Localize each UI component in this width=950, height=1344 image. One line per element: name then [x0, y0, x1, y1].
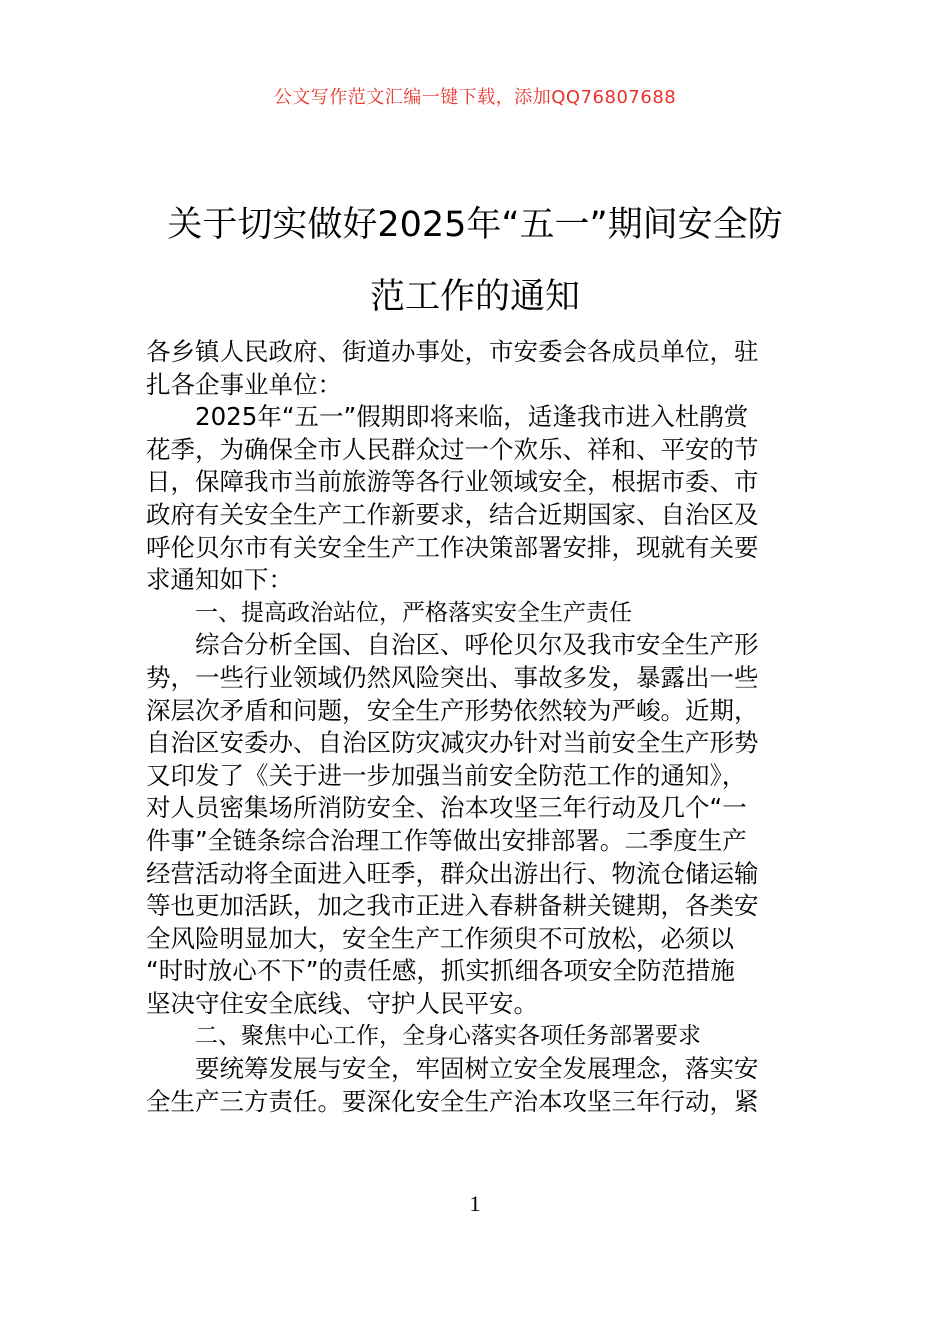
paragraph-line: 对人员密集场所消防安全、治本攻坚三年行动及几个“一 [146, 793, 747, 823]
paragraph-line: 等也更加活跃，加之我市正进入春耕备耕关键期，各类安 [146, 891, 759, 921]
paragraph-line: 花季，为确保全市人民群众过一个欢乐、祥和、平安的节 [146, 434, 759, 464]
watermark-text: 公文写作范文汇编一键下载，添加QQ76807688 [273, 87, 677, 108]
paragraph-line: 坚决守住安全底线、守护人民平安。 [146, 988, 538, 1018]
paragraph-line: 势，一些行业领域仍然风险突出、事故多发，暴露出一些 [146, 662, 759, 692]
paragraph-line: “时时放心不下”的责任感，抓实抓细各项安全防范措施 [146, 956, 735, 986]
title-line: 范工作的通知 [369, 277, 580, 318]
paragraph-line: 综合分析全国、自治区、呼伦贝尔及我市安全生产形 [195, 630, 759, 660]
paragraph-line: 又印发了《关于进一步加强当前安全防范工作的通知》， [146, 760, 747, 790]
document-body [146, 336, 811, 1118]
paragraph-line: 政府有关安全生产工作新要求，结合近期国家、自治区及 [146, 499, 759, 529]
paragraph-line: 深层次矛盾和问题，安全生产形势依然较为严峻。近期， [146, 695, 759, 725]
salutation-line: 各乡镇人民政府、街道办事处，市安委会各成员单位，驻 [146, 337, 759, 366]
paragraph-line: 全生产三方责任。要深化安全生产治本攻坚三年行动，紧 [146, 1086, 759, 1116]
paragraph-line: 件事”全链条综合治理工作等做出安排部署。二季度生产 [146, 825, 747, 855]
document-title [100, 189, 850, 333]
page-number: 1 [469, 1191, 481, 1216]
section-heading-1: 一、提高政治站位，严格落实安全生产责任 [195, 599, 632, 626]
paragraph-line: 全风险明显加大，安全生产工作须臾不可放松，必须以 [146, 923, 734, 953]
paragraph-line: 日，保障我市当前旅游等各行业领域安全，根据市委、市 [146, 467, 759, 497]
paragraph-line: 经营活动将全面进入旺季，群众出游出行、物流仓储运输 [146, 858, 759, 888]
paragraph-line: 呼伦贝尔市有关安全生产工作决策部署安排，现就有关要 [146, 532, 759, 562]
salutation-line: 扎各企事业单位： [146, 369, 342, 399]
paragraph-line: 求通知如下： [146, 565, 293, 595]
section-heading-2: 二、聚焦中心工作，全身心落实各项任务部署要求 [195, 1023, 701, 1050]
title-line: 关于切实做好2025年“五一”期间安全防 [167, 205, 783, 246]
paragraph-line: 要统筹发展与安全，牢固树立安全发展理念，落实安 [195, 1054, 759, 1084]
paragraph-line: 2025年“五一”假期即将来临，适逢我市进入杜鹃赏 [195, 402, 749, 432]
paragraph-line: 自治区安委办、自治区防灾减灾办针对当前安全生产形势 [146, 728, 759, 758]
